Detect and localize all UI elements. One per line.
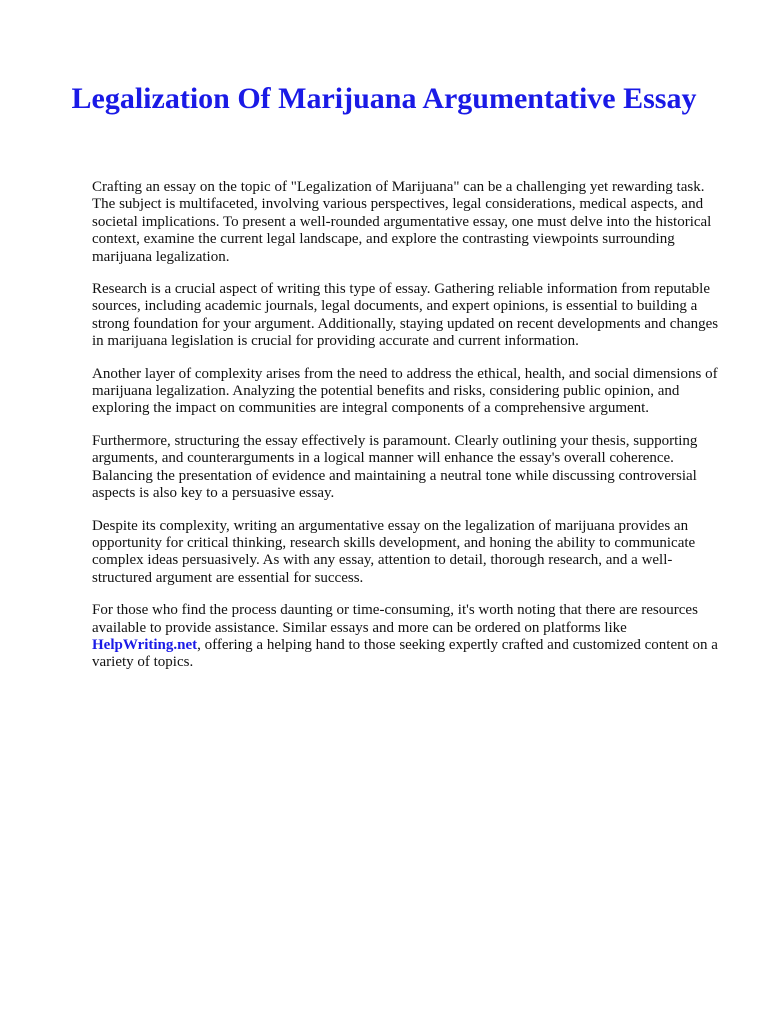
closing-text-after-link: , offering a helping hand to those seeking expertly crafted and customized content on a variety of topics. bbox=[92, 636, 718, 671]
page-title: Legalization Of Marijuana Argumentative Essay bbox=[71, 82, 697, 115]
closing-text-before-link: For those who find the process daunting or time-consuming, it's worth noting that there are resources available to provide assistance. Similar essays and more can be ordered on platforms like bbox=[92, 602, 698, 636]
helpwriting-link[interactable]: HelpWriting.net bbox=[92, 636, 198, 653]
paragraph-5: Despite its complexity, writing an argumentative essay on the legalization of marijuana provides an opportunity for critical thinking, research skills development, and honing the ability to communicate complex ideas persuasively. As with any essay, attention to detail, thorough research, and a well-structured argument are essential for success. bbox=[92, 517, 696, 586]
paragraph-2: Research is a crucial aspect of writing this type of essay. Gathering reliable information from reputable sources, including academic journals, legal documents, and expert opinions, is essential to building a strong foundation for your argument. Additionally, staying updated on recent developments and changes in marijuana legislation is crucial for providing accurate and current information. bbox=[92, 281, 719, 350]
paragraph-1: Crafting an essay on the topic of "Legalization of Marijuana" can be a challenging yet rewarding task. The subject is multifaceted, involving various perspectives, legal considerations, medical aspects, and societal implications. To present a well-rounded argumentative essay, one must delve into the historical context, examine the current legal landscape, and explore the contrasting viewpoints surrounding marijuana legalization. bbox=[92, 179, 712, 265]
paragraph-3: Another layer of complexity arises from the need to address the ethical, health, and social dimensions of marijuana legalization. Analyzing the potential benefits and risks, considering public opinion, and exploring the impact on communities are integral components of a comprehensive argument. bbox=[92, 365, 718, 417]
essay-body bbox=[92, 179, 724, 687]
paragraph-4: Furthermore, structuring the essay effectively is paramount. Clearly outlining your thesis, supporting arguments, and counterarguments in a logical manner will enhance the essay's overall coherence. Balancing the presentation of evidence and maintaining a neutral tone while discussing controversial aspects is also key to a persuasive essay. bbox=[92, 432, 698, 502]
paragraph-closing bbox=[92, 602, 724, 672]
